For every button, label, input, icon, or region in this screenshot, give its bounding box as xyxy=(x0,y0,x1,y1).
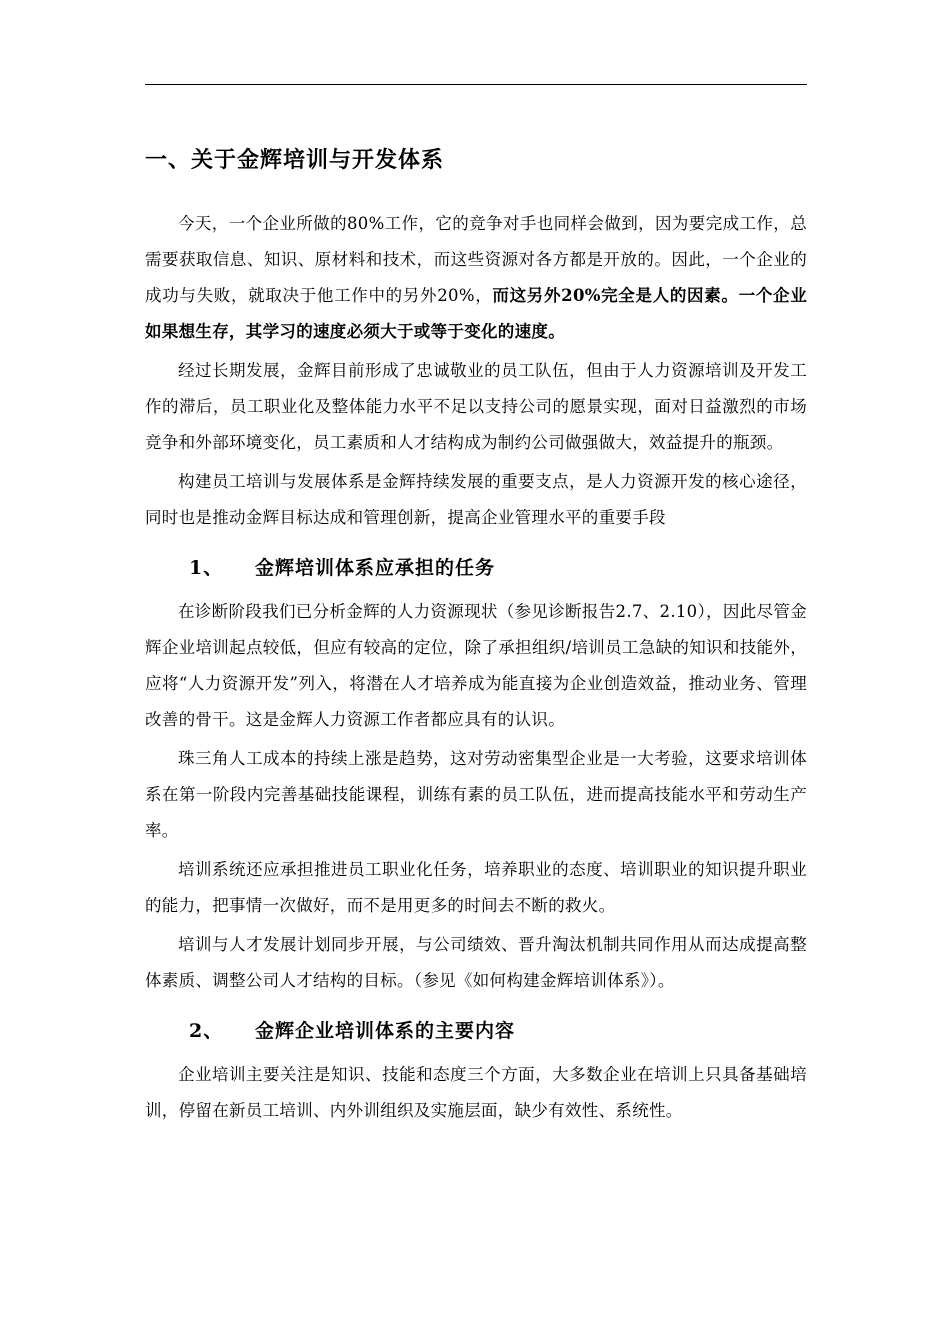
subsection-2-title: 金辉企业培训体系的主要内容 xyxy=(255,1020,516,1042)
section2-paragraph: 企业培训主要关注是知识、技能和态度三个方面，大多数企业在培训上只具备基础培训，停留在新员工培训、内外训组织及实施层面，缺少有效性、系统性。 xyxy=(145,1065,807,1120)
subsection-1-number: 1、 xyxy=(189,557,224,579)
intro-paragraph-1 xyxy=(145,206,807,350)
intro-paragraph-2: 经过长期发展，金辉目前形成了忠诚敬业的员工队伍，但由于人力资源培训及开发工作的滞后，员工职业化及整体能力水平不足以支持公司的愿景实现，面对日益激烈的市场竞争和外部环境变化，员工素质和人才结构成为制约公司做强做大，效益提升的瓶颈。 xyxy=(145,361,807,452)
section1-paragraph: 培训与人才发展计划同步开展，与公司绩效、晋升淘汰机制共同作用从而达成提高整体素质、调整公司人才结构的目标。（参见《如何构建金辉培训体系》）。 xyxy=(145,935,807,990)
intro-p1-bold-text: 而这另外20%完全是人的因素。一个企业如果想生存，其学习的速度必须大于或等于变化的速度。 xyxy=(145,286,807,341)
section1-paragraph: 在诊断阶段我们已分析金辉的人力资源现状（参见诊断报告2.7、2.10），因此尽管金辉企业培训起点较低，但应有较高的定位，除了承担组织/培训员工急缺的知识和技能外，应将“人力资源开发”列入，将潜在人才培养成为能直接为企业创造效益，推动业务、管理改善的骨干。这是金辉人力资源工作者都应具有的认识。 xyxy=(145,602,807,729)
section1-paragraph: 珠三角人工成本的持续上涨是趋势，这对劳动密集型企业是一大考验，这要求培训体系在第一阶段内完善基础技能课程，训练有素的员工队伍，进而提高技能水平和劳动生产率。 xyxy=(145,749,807,840)
subsection-2-heading xyxy=(145,1013,807,1049)
document-body xyxy=(145,140,807,1132)
section1-paragraph: 培训系统还应承担推进员工职业化任务，培养职业的态度、培训职业的知识提升职业的能力，把事情一次做好，而不是用更多的时间去不断的救火。 xyxy=(145,860,807,915)
section-title: 一、关于金辉培训与开发体系 xyxy=(145,147,445,173)
subsection-1-heading xyxy=(145,550,807,586)
intro-paragraph-3: 构建员工培训与发展体系是金辉持续发展的重要支点，是人力资源开发的核心途径，同时也是推动金辉目标达成和管理创新，提高企业管理水平的重要手段 xyxy=(145,472,807,527)
intro-p1-normal-text: 今天，一个企业所做的80%工作，它的竞争对手也同样会做到，因为要完成工作，总需要获取信息、知识、原材料和技术，而这些资源对各方都是开放的。因此，一个企业的成功与失败，就取决于他工作中的另外20%， xyxy=(145,214,807,305)
subsection-2-number: 2、 xyxy=(189,1020,224,1042)
subsection-1-title: 金辉培训体系应承担的任务 xyxy=(255,557,496,579)
header-rule xyxy=(145,84,807,85)
